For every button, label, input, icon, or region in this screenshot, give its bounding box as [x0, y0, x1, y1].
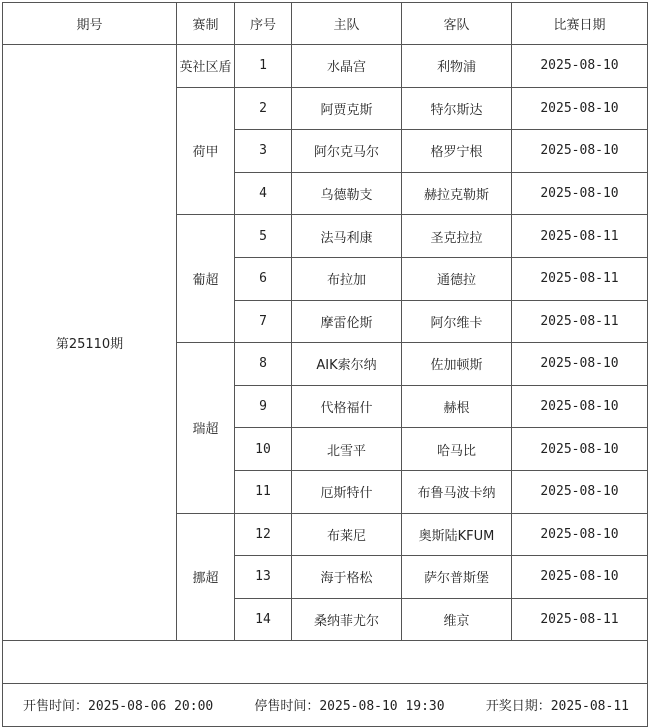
match-number: 10	[235, 428, 292, 471]
match-date: 2025-08-11	[512, 598, 648, 641]
match-number: 12	[235, 513, 292, 556]
match-schedule-table	[2, 2, 648, 727]
away-team: 佐加顿斯	[402, 343, 512, 386]
away-team: 布鲁马波卡纳	[402, 470, 512, 513]
away-team: 利物浦	[402, 45, 512, 88]
home-team: 水晶宫	[292, 45, 402, 88]
match-date: 2025-08-10	[512, 343, 648, 386]
away-team: 萨尔普斯堡	[402, 556, 512, 599]
home-team: 阿贾克斯	[292, 87, 402, 130]
league-cell: 英社区盾	[177, 45, 235, 88]
home-team: 阿尔克马尔	[292, 130, 402, 173]
match-number: 5	[235, 215, 292, 258]
header-row	[3, 3, 648, 45]
match-number: 6	[235, 257, 292, 300]
header-away-team: 客队	[402, 3, 512, 45]
sale-start-time: 开售时间：2025-08-06 20:00	[23, 699, 214, 715]
league-cell: 挪超	[177, 513, 235, 641]
home-team: 乌德勒支	[292, 172, 402, 215]
match-date: 2025-08-11	[512, 257, 648, 300]
match-date: 2025-08-11	[512, 300, 648, 343]
match-number: 2	[235, 87, 292, 130]
away-team: 赫拉克勒斯	[402, 172, 512, 215]
match-date: 2025-08-10	[512, 172, 648, 215]
match-date: 2025-08-10	[512, 470, 648, 513]
footer-info	[3, 695, 647, 714]
match-number: 1	[235, 45, 292, 88]
header-home-team: 主队	[292, 3, 402, 45]
match-date: 2025-08-10	[512, 45, 648, 88]
match-date: 2025-08-10	[512, 428, 648, 471]
away-team: 奥斯陆KFUM	[402, 513, 512, 556]
match-date: 2025-08-10	[512, 87, 648, 130]
home-team: AIK索尔纳	[292, 343, 402, 386]
league-cell: 荷甲	[177, 87, 235, 215]
away-team: 格罗宁根	[402, 130, 512, 173]
away-team: 圣克拉拉	[402, 215, 512, 258]
blank-row	[3, 641, 648, 684]
match-number: 11	[235, 470, 292, 513]
blank-cell	[3, 641, 648, 684]
match-number: 13	[235, 556, 292, 599]
home-team: 布拉加	[292, 257, 402, 300]
match-number: 14	[235, 598, 292, 641]
home-team: 桑纳菲尤尔	[292, 598, 402, 641]
away-team: 特尔斯达	[402, 87, 512, 130]
header-issue: 期号	[3, 3, 177, 45]
match-number: 9	[235, 385, 292, 428]
header-number: 序号	[235, 3, 292, 45]
home-team: 海于格松	[292, 556, 402, 599]
footer-cell	[3, 683, 648, 726]
home-team: 法马利康	[292, 215, 402, 258]
match-date: 2025-08-10	[512, 385, 648, 428]
match-number: 4	[235, 172, 292, 215]
match-number: 8	[235, 343, 292, 386]
away-team: 通德拉	[402, 257, 512, 300]
away-team: 阿尔维卡	[402, 300, 512, 343]
home-team: 代格福什	[292, 385, 402, 428]
home-team: 摩雷伦斯	[292, 300, 402, 343]
home-team: 北雪平	[292, 428, 402, 471]
match-number: 3	[235, 130, 292, 173]
schedule-body	[3, 45, 648, 727]
league-cell: 瑞超	[177, 343, 235, 513]
league-cell: 葡超	[177, 215, 235, 343]
table-row	[3, 45, 648, 88]
away-team: 维京	[402, 598, 512, 641]
match-date: 2025-08-10	[512, 130, 648, 173]
match-number: 7	[235, 300, 292, 343]
footer-row	[3, 683, 648, 726]
match-date: 2025-08-10	[512, 513, 648, 556]
draw-date: 开奖日期：2025-08-11	[485, 699, 629, 715]
sale-stop-time: 停售时间：2025-08-10 19:30	[254, 699, 445, 715]
home-team: 厄斯特什	[292, 470, 402, 513]
match-date: 2025-08-10	[512, 556, 648, 599]
header-league: 赛制	[177, 3, 235, 45]
header-match-date: 比赛日期	[512, 3, 648, 45]
home-team: 布莱尼	[292, 513, 402, 556]
away-team: 赫根	[402, 385, 512, 428]
issue-cell: 第25110期	[3, 45, 177, 641]
match-date: 2025-08-11	[512, 215, 648, 258]
away-team: 哈马比	[402, 428, 512, 471]
